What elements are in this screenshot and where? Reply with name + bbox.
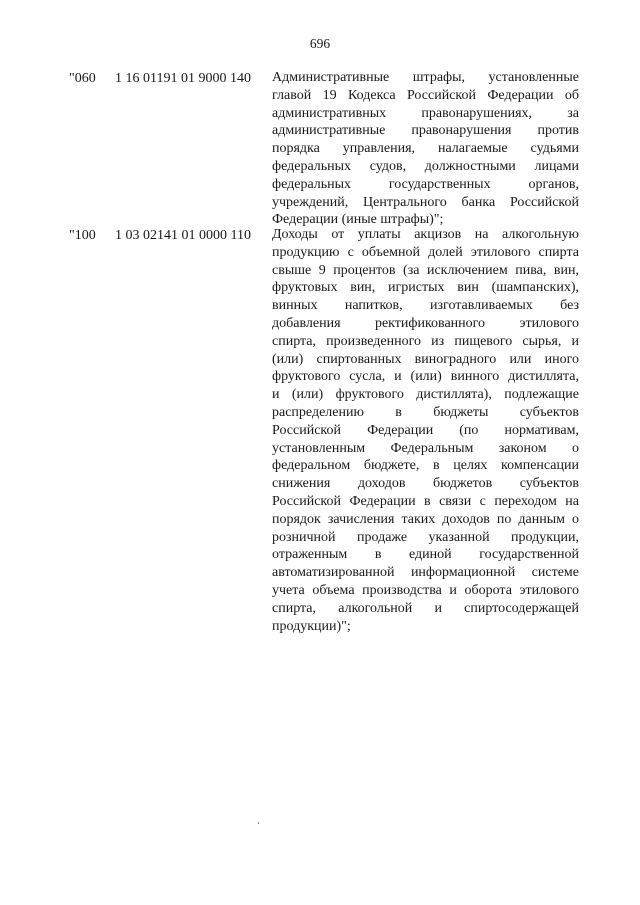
description-line: главой 19 Кодекса Российской Федерации об: [272, 87, 579, 103]
budget-classification-code: 1 16 01191 01 9000 140: [115, 71, 251, 86]
description-line: федеральном бюджете, в целях компенсации: [272, 458, 579, 474]
description-line: и (или) фруктового дистиллята), подлежащие: [272, 387, 579, 403]
description-line: фруктового сусла, и (или) винного дистиллята,: [272, 369, 579, 385]
description-line: административные правонарушения против: [272, 123, 579, 139]
description-line: розничной продаже указанной продукции,: [272, 529, 579, 545]
description-line: Российской Федерации (по нормативам,: [272, 422, 579, 438]
description-line: (или) спиртованных виноградного или иного: [272, 351, 579, 367]
description-line: винных напитков, изготавливаемых без: [272, 298, 579, 314]
row-description: [272, 69, 579, 229]
row-description: [272, 226, 579, 635]
description-line: продукции)";: [272, 618, 351, 634]
description-line: спирта, алкогольной и спиртосодержащей: [272, 600, 579, 616]
description-line: автоматизированной информационной системе: [272, 565, 579, 581]
page-number: 696: [309, 36, 331, 51]
description-line: отраженным в единой государственной: [272, 547, 579, 563]
scan-speck: [258, 822, 259, 824]
row-code-prefix: "100: [69, 228, 96, 243]
description-line: Федерации (иные штрафы)";: [272, 212, 444, 228]
row-code-prefix: "060: [69, 71, 96, 86]
description-line: снижения доходов бюджетов субъектов: [272, 476, 579, 492]
description-line: Российской Федерации в связи с переходом на: [272, 493, 579, 509]
description-line: порядка управления, налагаемые судьями: [272, 141, 579, 157]
description-line: добавления ректификованного этилового: [272, 315, 579, 331]
description-line: установленным Федеральным законом о: [272, 440, 579, 456]
description-line: фруктовых вин, игристых вин (шампанских),: [272, 280, 579, 296]
description-line: порядок зачисления таких доходов по данным о: [272, 511, 579, 527]
description-line: административных правонарушениях, за: [272, 105, 579, 121]
description-line: Административные штрафы, установленные: [272, 70, 579, 85]
description-line: спирта, произведенного из пищевого сырья, и: [272, 333, 579, 349]
description-line: федеральных государственных органов,: [272, 176, 579, 192]
description-line: распределению в бюджеты субъектов: [272, 404, 579, 420]
description-line: продукцию с объемной долей этилового спирта: [272, 244, 579, 260]
description-line: федеральных судов, должностными лицами: [272, 158, 579, 174]
description-line: Доходы от уплаты акцизов на алкогольную: [272, 227, 579, 242]
description-line: учреждений, Центрального банка Российской: [272, 194, 579, 210]
description-line: свыше 9 процентов (за исключением пива, вин,: [272, 262, 579, 278]
description-line: учета объема производства и оборота этилового: [272, 582, 579, 598]
budget-classification-code: 1 03 02141 01 0000 110: [115, 228, 251, 243]
